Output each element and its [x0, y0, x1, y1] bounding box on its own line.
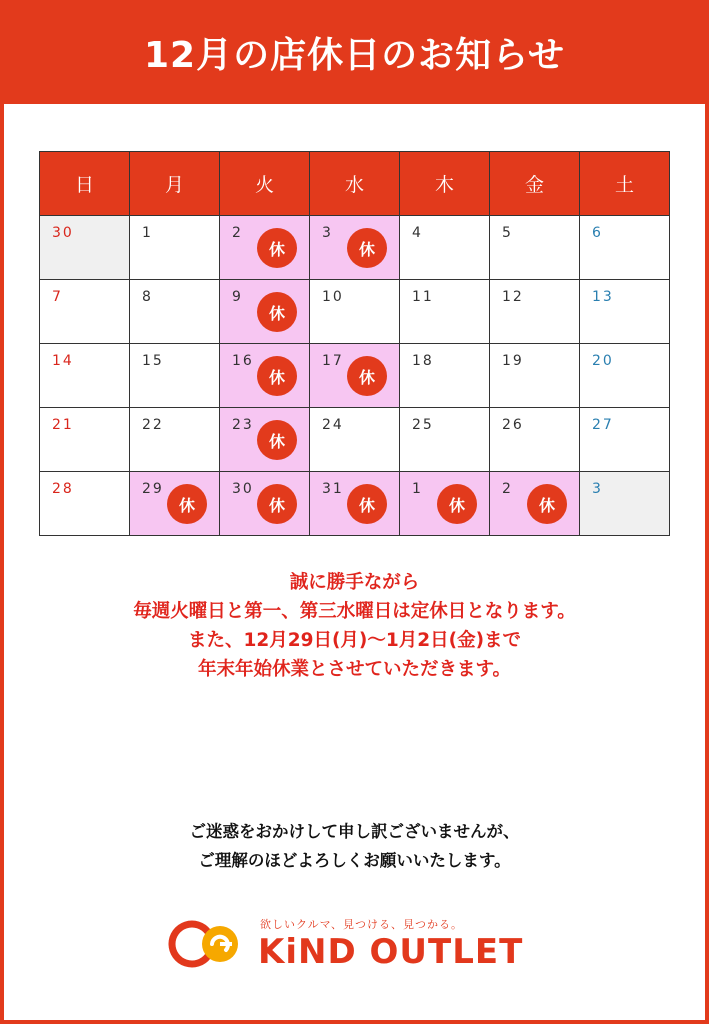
- calendar-day-cell-closed: [310, 472, 400, 536]
- weekday-header: 木: [400, 152, 490, 216]
- closed-day-badge: 休: [257, 356, 297, 396]
- weekday-header: 金: [490, 152, 580, 216]
- calendar-day-cell: [580, 280, 670, 344]
- closed-day-badge: 休: [257, 420, 297, 460]
- closed-day-badge: 休: [167, 484, 207, 524]
- day-number: 2: [502, 481, 513, 497]
- calendar-day-cell: [40, 472, 130, 536]
- apology-line: ご理解のほどよろしくお願いいたします。: [198, 851, 511, 870]
- calendar-day-cell: [580, 344, 670, 408]
- page-header: [0, 0, 709, 104]
- day-number: 11: [412, 289, 434, 305]
- calendar-day-cell-closed: [310, 216, 400, 280]
- day-number: 30: [52, 225, 74, 241]
- closed-day-badge: 休: [437, 484, 477, 524]
- closure-notice: [0, 568, 709, 684]
- calendar-day-cell: [400, 408, 490, 472]
- notice-line: 年末年始休業とさせていただきます。: [197, 659, 512, 680]
- calendar-day-cell: [40, 344, 130, 408]
- calendar-week-row: [40, 408, 670, 472]
- calendar-day-cell: [490, 280, 580, 344]
- apology-line: ご迷惑をおかけして申し訳ございませんが、: [189, 822, 520, 841]
- calendar-day-cell: [580, 408, 670, 472]
- calendar-day-cell-closed: [490, 472, 580, 536]
- calendar-day-cell: [40, 408, 130, 472]
- calendar-day-cell-closed: [400, 472, 490, 536]
- day-number: 31: [322, 481, 344, 497]
- weekday-header: 火: [220, 152, 310, 216]
- day-number: 1: [142, 225, 153, 241]
- closed-day-badge: 休: [347, 356, 387, 396]
- apology-message: [0, 817, 709, 875]
- day-number: 8: [142, 289, 153, 305]
- calendar-day-cell: [490, 408, 580, 472]
- calendar-day-cell-closed: [220, 408, 310, 472]
- closed-day-badge: 休: [257, 484, 297, 524]
- closed-day-badge: 休: [257, 292, 297, 332]
- weekday-header: 月: [130, 152, 220, 216]
- day-number: 22: [142, 417, 164, 433]
- calendar-day-cell: [310, 408, 400, 472]
- day-number: 29: [142, 481, 164, 497]
- day-number: 23: [232, 417, 254, 433]
- day-number: 26: [502, 417, 524, 433]
- calendar: [39, 151, 670, 536]
- logo-brand-name: KiND OUTLET: [258, 932, 524, 972]
- calendar-day-cell-closed: [220, 472, 310, 536]
- notice-line: 毎週火曜日と第一、第三水曜日は定休日となります。: [133, 601, 576, 622]
- calendar-week-row: [40, 280, 670, 344]
- day-number: 25: [412, 417, 434, 433]
- day-number: 14: [52, 353, 74, 369]
- day-number: 10: [322, 289, 344, 305]
- calendar-week-row: [40, 472, 670, 536]
- day-number: 7: [52, 289, 63, 305]
- calendar-day-cell: [400, 280, 490, 344]
- day-number: 6: [592, 225, 603, 241]
- calendar-day-cell: [130, 216, 220, 280]
- weekday-header-row: [40, 152, 670, 216]
- calendar-day-cell-closed: [220, 280, 310, 344]
- calendar-week-row: [40, 344, 670, 408]
- day-number: 3: [322, 225, 333, 241]
- calendar-day-cell: [130, 280, 220, 344]
- weekday-header: 水: [310, 152, 400, 216]
- day-number: 19: [502, 353, 524, 369]
- calendar-day-cell: [130, 344, 220, 408]
- calendar-day-cell-closed: [310, 344, 400, 408]
- calendar-day-cell: [40, 216, 130, 280]
- calendar-week-row: [40, 216, 670, 280]
- day-number: 12: [502, 289, 524, 305]
- day-number: 27: [592, 417, 614, 433]
- day-number: 15: [142, 353, 164, 369]
- calendar-day-cell: [310, 280, 400, 344]
- calendar-day-cell-closed: [220, 344, 310, 408]
- day-number: 21: [52, 417, 74, 433]
- day-number: 20: [592, 353, 614, 369]
- closed-day-badge: 休: [347, 228, 387, 268]
- closed-day-badge: 休: [527, 484, 567, 524]
- calendar-day-cell: [400, 216, 490, 280]
- page-title: 12月の店休日のお知らせ: [143, 34, 566, 76]
- day-number: 17: [322, 353, 344, 369]
- day-number: 5: [502, 225, 513, 241]
- notice-line: 誠に勝手ながら: [289, 572, 420, 593]
- day-number: 1: [412, 481, 423, 497]
- day-number: 2: [232, 225, 243, 241]
- calendar-day-cell: [40, 280, 130, 344]
- day-number: 9: [232, 289, 243, 305]
- closed-day-badge: 休: [347, 484, 387, 524]
- calendar-day-cell: [130, 408, 220, 472]
- calendar-day-cell-closed: [130, 472, 220, 536]
- day-number: 16: [232, 353, 254, 369]
- calendar-day-cell: [580, 216, 670, 280]
- notice-line: また、12月29日(月)〜1月2日(金)まで: [187, 630, 522, 651]
- calendar-day-cell-closed: [220, 216, 310, 280]
- calendar-day-cell: [400, 344, 490, 408]
- day-number: 18: [412, 353, 434, 369]
- day-number: 24: [322, 417, 344, 433]
- logo-tagline: 欲しいクルマ、見つける、見つかる。: [260, 918, 464, 931]
- calendar-day-cell: [490, 344, 580, 408]
- kind-outlet-logo-mark-icon: [168, 920, 246, 968]
- calendar-day-cell: [490, 216, 580, 280]
- day-number: 28: [52, 481, 74, 497]
- day-number: 3: [592, 481, 603, 497]
- weekday-header: 土: [580, 152, 670, 216]
- day-number: 30: [232, 481, 254, 497]
- closed-day-badge: 休: [257, 228, 297, 268]
- day-number: 4: [412, 225, 423, 241]
- weekday-header: 日: [40, 152, 130, 216]
- calendar-day-cell: [580, 472, 670, 536]
- kind-outlet-logo: [168, 912, 548, 982]
- day-number: 13: [592, 289, 614, 305]
